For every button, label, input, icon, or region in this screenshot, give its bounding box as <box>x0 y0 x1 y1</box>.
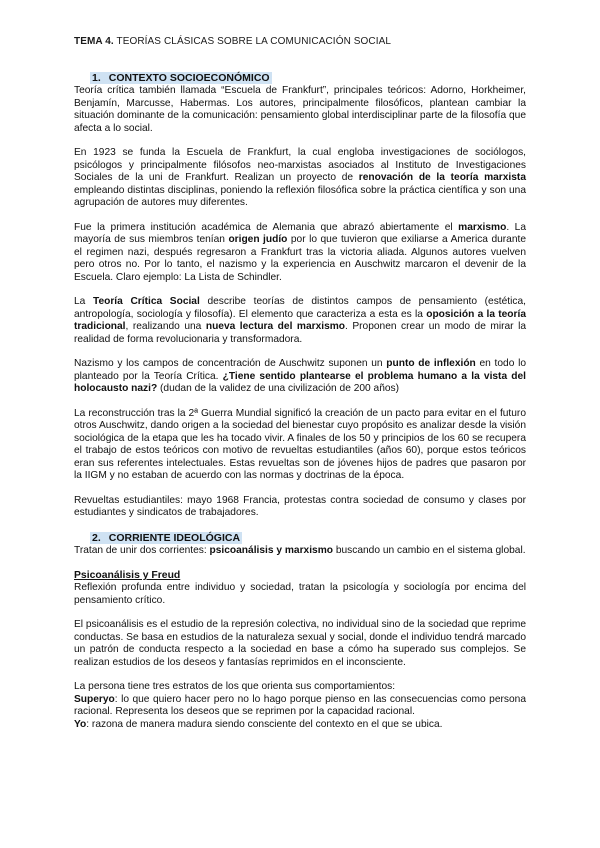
paragraph-1: Teoría crítica también llamada “Escuela de Frankfurt”, principales teóricos: Adorno, Horkheimer, Benjamín, Marcusse, Habermas. Los autores, principalmente filosóficos, plantean cambiar la situación dominante de la comunicación: pensamiento global interdisciplinar parte de la filosofía que afecta a lo social. <box>74 85 526 134</box>
section-number: 2. <box>92 531 101 544</box>
paragraph-3: Fue la primera institución académica de Alemania que abrazó abiertamente el marxismo. La mayoría de sus miembros tenían origen judío por lo que tuvieron que exiliarse a America durante el regimen nazi, después regresaron a Frankfurt tras la victoria aliada. Algunos autores vuelven pero otros no. Por lo tanto, el nazismo y la experiencia en Auschwitz marcaron el devenir de la Escuela. Claro ejemplo: La Lista de Schindler. <box>74 221 527 283</box>
paragraph-5: Nazismo y los campos de concentración de Auschwitz suponen un punto de inflexión en todo lo planteado por la Teoría Crítica. ¿Tiene sentido plantearse el problema humano a la vista del holocausto nazi? (dudan de la validez de una civilización de 200 años) <box>74 358 527 394</box>
document-body <box>74 72 526 731</box>
superyo-definition: Superyo: lo que quiero hacer pero no lo hago porque pienso en las consecuencias como persona racional. Representa los deseos que se reprimen por la capacidad racional. <box>74 693 526 717</box>
section-title: CORRIENTE IDEOLÓGICA <box>108 531 241 544</box>
paragraph-7: Revueltas estudiantiles: mayo 1968 Francia, protestas contra sociedad de consumo y clases por estudiantes y sindicatos de trabajadores. <box>74 494 526 518</box>
header-tema: TEMA 4. <box>74 36 114 47</box>
section-heading-2 <box>74 532 526 545</box>
section-heading-1 <box>74 72 526 85</box>
paragraph-2: En 1923 se funda la Escuela de Frankfurt, la cual engloba investigaciones de sociólogos, psicólogos y principalmente filósofos neo-marxistas asociados al Instituto de Investigaciones Sociales de la uni de Frankfurt. Realizan un proyecto de renovación de la teoría marxista empleando distintas disciplinas, poniendo la reflexión filosófica sobre la práctica científica y son una agrupación de autores muy diferentes. <box>74 147 526 208</box>
paragraph-4: La Teoría Crítica Social describe teorías de distintos campos de pensamiento (estética, antropología, sociología y filosofía). El elemento que caracteriza a esta es la oposición a la teoría tradicional, realizando una nueva lectura del marxismo. Proponen crear un modo de mirar la realidad de forma revolucionaria y transformadora. <box>74 296 526 345</box>
section-number: 1. <box>92 72 101 84</box>
subheading-psicoanalisis: Psicoanálisis y Freud <box>74 570 181 581</box>
paragraph-6: La reconstrucción tras la 2ª Guerra Mundial significó la creación de un pacto para evitar en el futuro otros Auschwitz, dando origen a la sociedad del bienestar cuyo propósito es analizar desde la visión sociológica de la etapa que les ha tocado vivir. A finales de los 50 y principios de los 60 se recupera el trabajo de estos teóricos con motivo de revueltas estudiantiles (años 60), porque estos teóricos eran sus referentes intelectuales. Estas revueltas son de jóvenes hijos de padres que pasaron por la IIGM y no estaban de acuerdo con las normas y doctrinas de la época. <box>74 407 526 481</box>
paragraph-9: Reflexión profunda entre individuo y sociedad, tratan la psicología y sociología por encima del pensamiento crítico. <box>74 582 526 606</box>
yo-definition: Yo: razona de manera madura siendo consciente del contexto en el que se ubica. <box>74 718 443 730</box>
header-title: TEORÍAS CLÁSICAS SOBRE LA COMUNICACIÓN SOCIAL <box>116 36 392 47</box>
paragraph-11: La persona tiene tres estratos de los que orienta sus comportamientos: <box>74 681 396 692</box>
section-title: CONTEXTO SOCIOECONÓMICO <box>108 72 270 84</box>
paragraph-8: Tratan de unir dos corrientes: psicoanálisis y marxismo buscando un cambio en el sistema global. <box>74 544 526 556</box>
page-header <box>74 36 391 47</box>
paragraph-10: El psicoanálisis es el estudio de la represión colectiva, no individual sino de la sociedad que reprime conductas. Se basa en estudios de la naturaleza sexual y social, donde el individuo tendrá marcado un patrón de conducta respecto a la sociedad en base a cómo ha superado sus complejos. Se realizan estudios de los deseos y fantasías reprimidos en el inconsciente. <box>74 619 526 668</box>
